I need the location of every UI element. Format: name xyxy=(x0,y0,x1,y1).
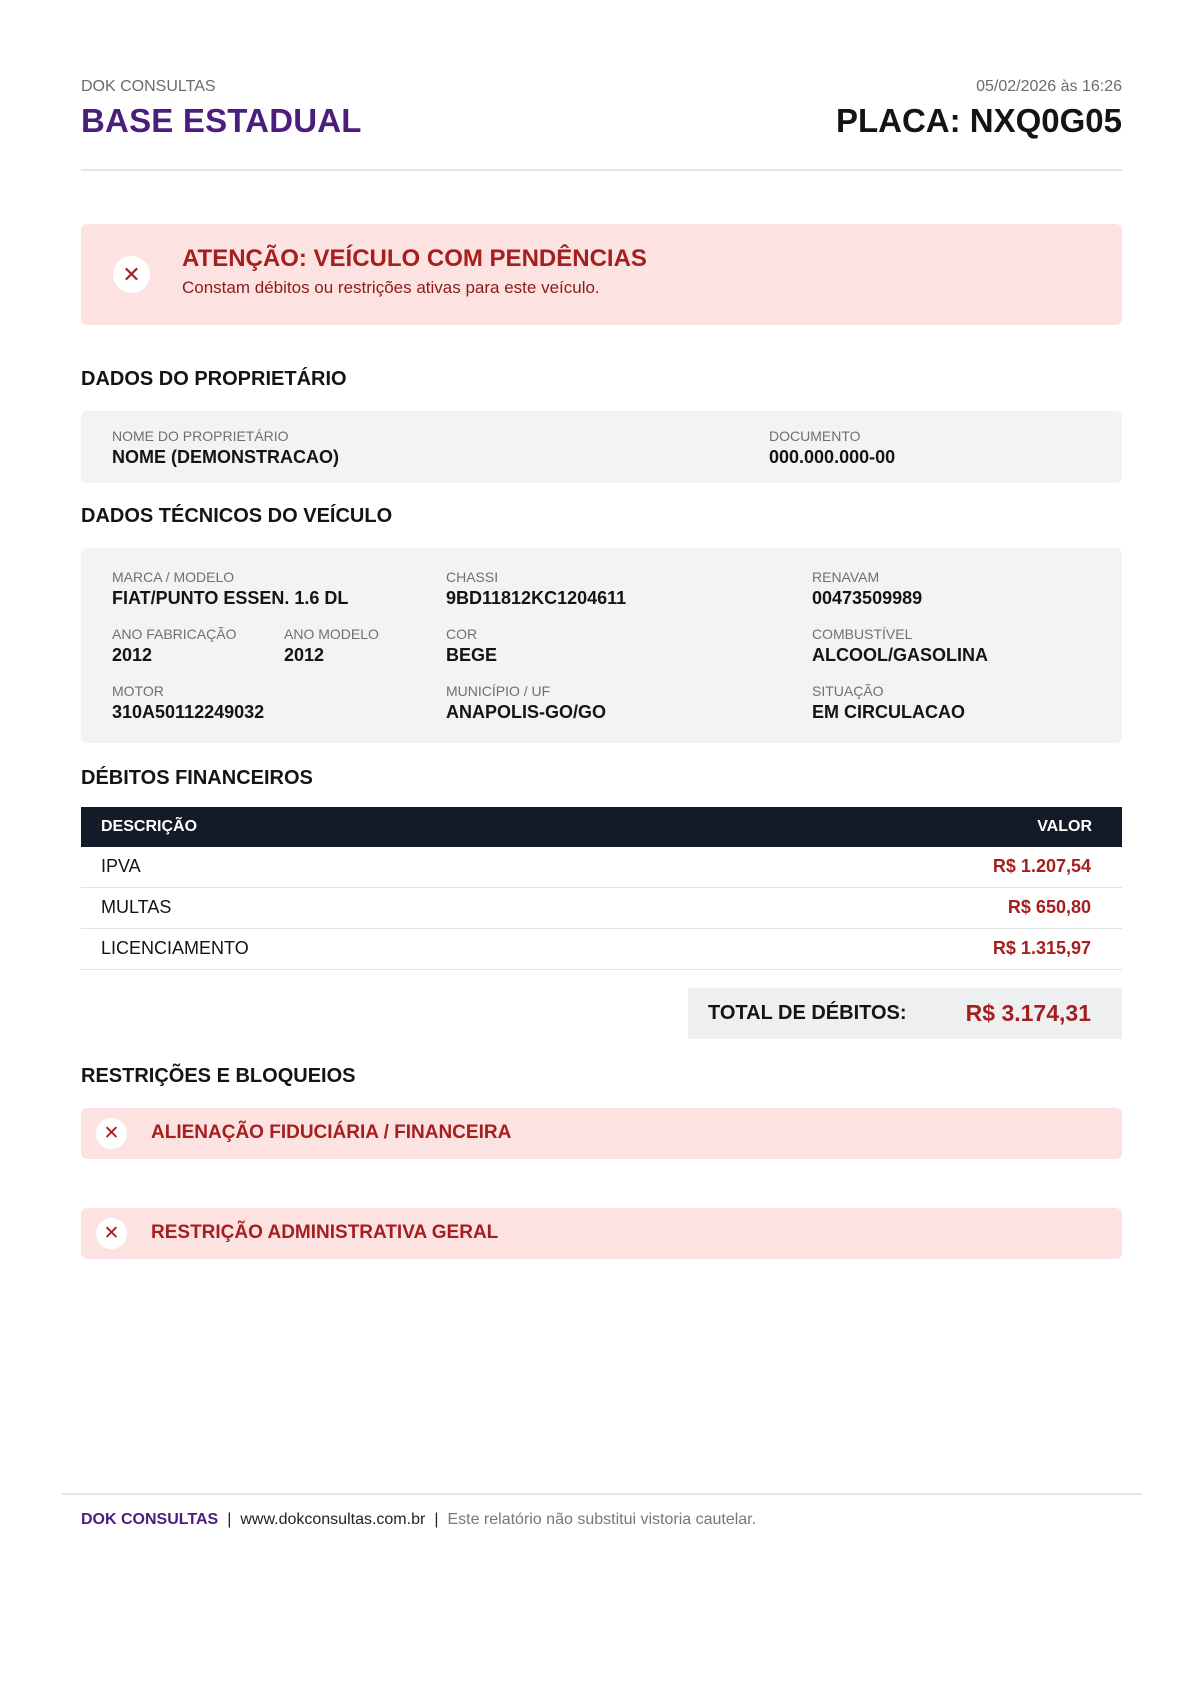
motor-label: MOTOR xyxy=(112,683,164,699)
owner-name-label: NOME DO PROPRIETÁRIO xyxy=(112,428,289,444)
debit-description: MULTAS xyxy=(101,897,172,917)
municipio-field xyxy=(446,683,606,723)
plate-number: PLACA: NXQ0G05 xyxy=(835,102,1122,139)
municipio-label: MUNICÍPIO / UF xyxy=(446,683,551,699)
close-icon: ✕ xyxy=(96,1118,127,1149)
debit-value: R$ 650,80 xyxy=(1007,897,1091,917)
marca-value: FIAT/PUNTO ESSEN. 1.6 DL xyxy=(112,588,349,608)
vehicle-section-title: DADOS TÉCNICOS DO VEÍCULO xyxy=(81,505,393,527)
table-row xyxy=(81,847,1122,888)
marca-label: MARCA / MODELO xyxy=(112,569,235,585)
cor-value: BEGE xyxy=(446,645,498,665)
footer-disclaimer: Este relatório não substitui vistoria cautelar. xyxy=(447,1511,757,1528)
restrictions-section-title: RESTRIÇÕES E BLOQUEIOS xyxy=(81,1065,356,1087)
report-header xyxy=(81,74,1122,171)
combustivel-label: COMBUSTÍVEL xyxy=(812,626,913,642)
municipio-value: ANAPOLIS-GO/GO xyxy=(446,702,607,722)
alert-title: ATENÇÃO: VEÍCULO COM PENDÊNCIAS xyxy=(182,245,647,272)
footer-separator: | xyxy=(227,1511,232,1528)
combustivel-value: ALCOOL/GASOLINA xyxy=(812,645,988,665)
footer-website-link[interactable]: www.dokconsultas.com.br xyxy=(240,1511,426,1528)
chassi-value: 9BD11812KC1204611 xyxy=(446,588,627,608)
restriction-item xyxy=(81,1208,1122,1259)
motor-field xyxy=(112,683,264,723)
report-title: BASE ESTADUAL xyxy=(81,102,362,139)
marca-field xyxy=(112,569,348,609)
combustivel-field xyxy=(812,626,988,666)
restriction-item xyxy=(81,1108,1122,1159)
debit-value: R$ 1.315,97 xyxy=(992,938,1091,958)
restriction-text: ALIENAÇÃO FIDUCIÁRIA / FINANCEIRA xyxy=(151,1122,512,1143)
ano-modelo-value: 2012 xyxy=(284,645,325,665)
table-row xyxy=(81,888,1122,929)
footer-brand: DOK CONSULTAS xyxy=(81,1511,219,1528)
close-icon: ✕ xyxy=(96,1218,127,1249)
total-debits-box xyxy=(688,988,1122,1039)
renavam-label: RENAVAM xyxy=(812,569,880,585)
vehicle-card xyxy=(81,548,1122,743)
footer-separator: | xyxy=(434,1511,439,1528)
ano-modelo-label: ANO MODELO xyxy=(284,626,379,642)
renavam-value: 00473509989 xyxy=(812,588,923,608)
situacao-label: SITUAÇÃO xyxy=(812,683,884,699)
table-row xyxy=(81,929,1122,970)
footer-divider xyxy=(62,1493,1142,1495)
ano-fabricacao-field xyxy=(112,626,236,666)
report-footer xyxy=(81,1511,756,1529)
total-debits-value: R$ 3.174,31 xyxy=(965,1000,1091,1026)
chassi-field xyxy=(446,569,626,609)
owner-document-field xyxy=(769,428,895,468)
owner-name-field xyxy=(112,428,339,468)
cor-label: COR xyxy=(446,626,478,642)
debit-value: R$ 1.207,54 xyxy=(992,856,1091,876)
ano-modelo-field xyxy=(284,626,379,666)
column-header-value: VALOR xyxy=(1037,818,1092,835)
debits-table-header xyxy=(81,807,1122,847)
debit-description: IPVA xyxy=(101,856,141,876)
column-header-description: DESCRIÇÃO xyxy=(101,818,198,835)
owner-document-label: DOCUMENTO xyxy=(769,428,861,444)
ano-fabricacao-value: 2012 xyxy=(112,645,153,665)
renavam-field xyxy=(812,569,922,609)
chassi-label: CHASSI xyxy=(446,569,499,585)
restriction-text: RESTRIÇÃO ADMINISTRATIVA GERAL xyxy=(151,1222,499,1243)
ano-fabricacao-label: ANO FABRICAÇÃO xyxy=(112,626,237,642)
debit-description: LICENCIAMENTO xyxy=(101,938,249,958)
owner-card xyxy=(81,411,1122,483)
total-debits-label: TOTAL DE DÉBITOS: xyxy=(708,1002,907,1024)
pending-alert xyxy=(81,224,1122,325)
alert-text: Constam débitos ou restrições ativas para este veículo. xyxy=(182,278,600,297)
debits-section-title: DÉBITOS FINANCEIROS xyxy=(81,767,313,789)
motor-value: 310A50112249032 xyxy=(112,702,265,722)
report-datetime: 05/02/2026 às 16:26 xyxy=(976,78,1122,95)
close-icon: ✕ xyxy=(113,256,150,293)
cor-field xyxy=(446,626,497,666)
situacao-value: EM CIRCULACAO xyxy=(812,702,965,722)
owner-section-title: DADOS DO PROPRIETÁRIO xyxy=(81,368,347,390)
owner-name-value: NOME (DEMONSTRACAO) xyxy=(112,447,339,467)
brand-name: DOK CONSULTAS xyxy=(81,78,216,95)
situacao-field xyxy=(812,683,965,723)
owner-document-value: 000.000.000-00 xyxy=(769,447,896,467)
